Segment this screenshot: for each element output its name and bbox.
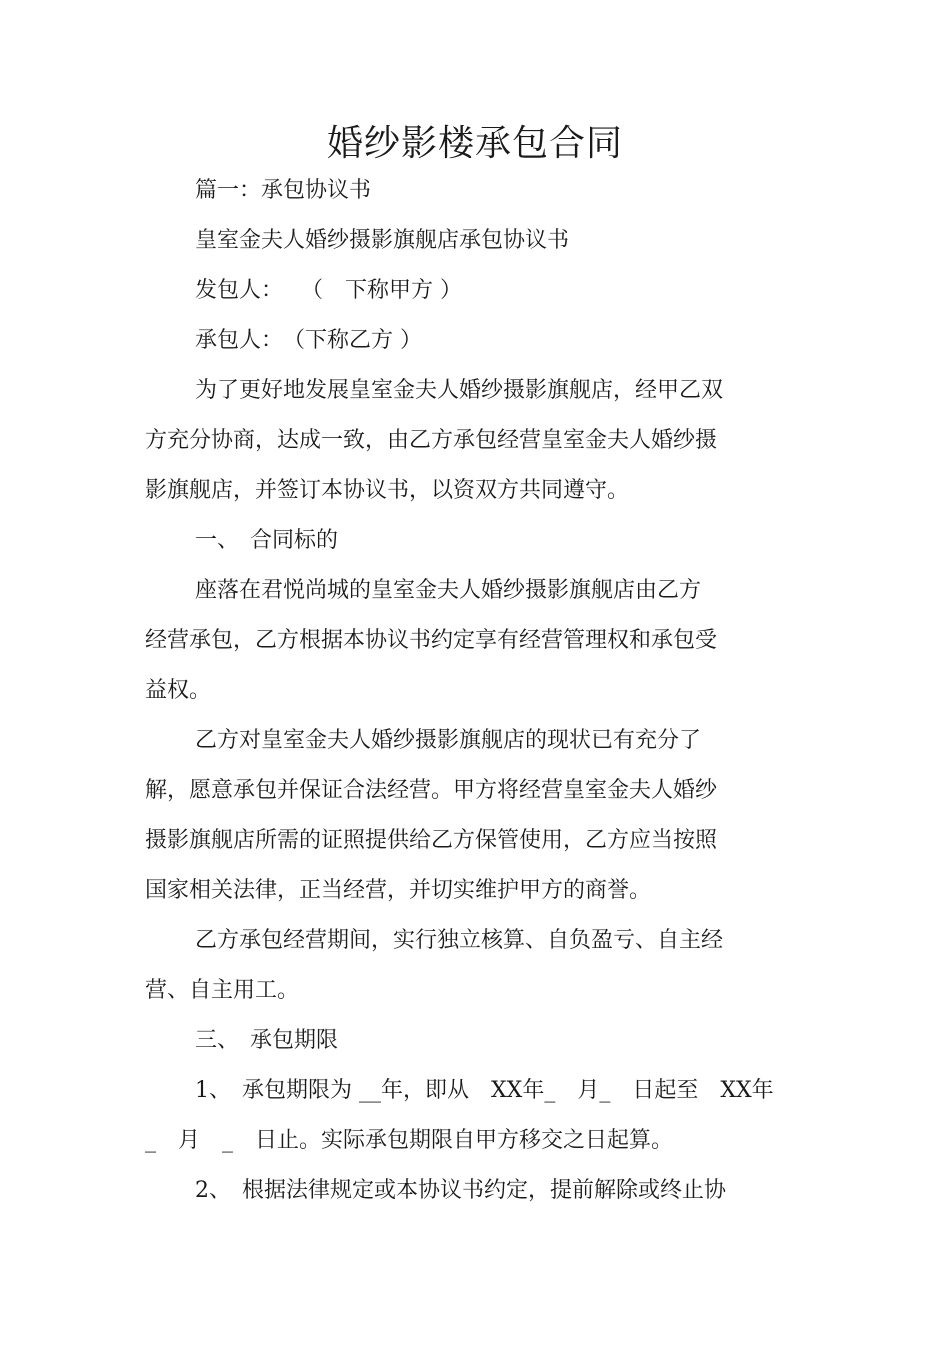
paragraph-line: 益权。	[145, 678, 212, 703]
paragraph-line: 方充分协商，达成一致，由乙方承包经营皇室金夫人婚纱摄	[145, 428, 718, 453]
section-heading-part-one: 篇一：承包协议书	[195, 178, 372, 203]
paragraph-line: 影旗舰店，并签订本协议书，以资双方共同遵守。	[145, 478, 630, 503]
clause-line: 1、 承包期限为 __年，即从 XX年_ 月_ 日起至 XX年	[195, 1078, 774, 1103]
section-heading: 三、 承包期限	[195, 1028, 339, 1053]
paragraph-line: 座落在君悦尚城的皇室金夫人婚纱摄影旗舰店由乙方	[195, 578, 702, 603]
paragraph-line: 解，愿意承包并保证合法经营。甲方将经营皇室金夫人婚纱	[145, 778, 718, 803]
document-title: 婚纱影楼承包合同	[326, 123, 623, 164]
clause-line: _ 月 _ 日止。实际承包期限自甲方移交之日起算。	[145, 1128, 674, 1153]
paragraph-line: 乙方对皇室金夫人婚纱摄影旗舰店的现状已有充分了	[195, 728, 702, 753]
party-b-line: 承包人： （下称乙方 ）	[195, 328, 422, 353]
clause-line: 2、 根据法律规定或本协议书约定，提前解除或终止协	[195, 1178, 726, 1203]
paragraph-line: 摄影旗舰店所需的证照提供给乙方保管使用，乙方应当按照	[145, 828, 718, 853]
paragraph-line: 乙方承包经营期间，实行独立核算、自负盈亏、自主经	[195, 928, 724, 953]
section-heading: 一、 合同标的	[195, 528, 339, 553]
paragraph-line: 经营承包，乙方根据本协议书约定享有经营管理权和承包受	[145, 628, 718, 653]
paragraph-line: 为了更好地发展皇室金夫人婚纱摄影旗舰店，经甲乙双	[195, 378, 724, 403]
party-a-line: 发包人： （ 下称甲方 ）	[195, 278, 462, 303]
agreement-name: 皇室金夫人婚纱摄影旗舰店承包协议书	[195, 228, 570, 253]
paragraph-line: 国家相关法律，正当经营，并切实维护甲方的商誉。	[145, 878, 652, 903]
paragraph-line: 营、自主用工。	[145, 978, 300, 1003]
